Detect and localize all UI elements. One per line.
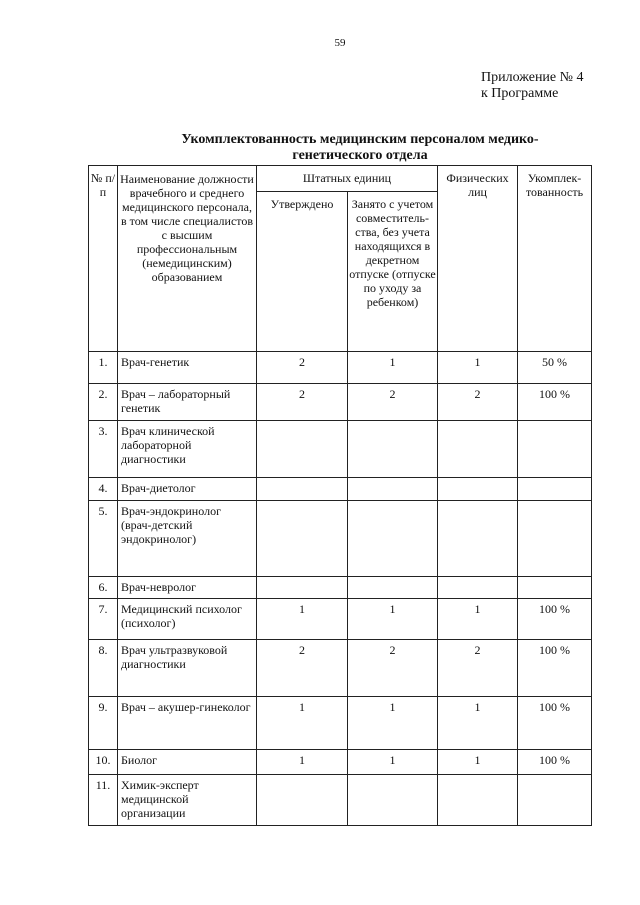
table-row — [89, 577, 592, 599]
appendix-heading — [481, 70, 584, 102]
table-row — [89, 775, 592, 826]
row-occupied: 1 — [348, 599, 438, 640]
row-approved — [257, 421, 348, 478]
row-completeness — [518, 421, 592, 478]
table-row — [89, 501, 592, 577]
row-physical-persons — [438, 478, 518, 501]
row-physical-persons — [438, 577, 518, 599]
header-approved: Утверждено — [257, 192, 348, 352]
row-occupied: 1 — [348, 750, 438, 775]
row-position-name: Врач-эндокринолог (врач-детский эндокринолог) — [118, 501, 257, 577]
row-position-name: Врач-диетолог — [118, 478, 257, 501]
row-approved: 2 — [257, 640, 348, 697]
table-row — [89, 421, 592, 478]
header-physical-persons: Физических лиц — [438, 166, 518, 352]
document-title-line-1: Укомплектованность медицинским персоналом медико- — [181, 132, 539, 147]
page-number: 59 — [334, 37, 346, 49]
row-position-name: Врач клинической лабораторной диагностики — [118, 421, 257, 478]
row-number: 10. — [89, 750, 118, 775]
row-occupied: 1 — [348, 352, 438, 384]
row-number: 9. — [89, 697, 118, 750]
row-physical-persons — [438, 421, 518, 478]
row-number: 3. — [89, 421, 118, 478]
row-occupied — [348, 775, 438, 826]
table-row — [89, 750, 592, 775]
row-position-name: Врач-невролог — [118, 577, 257, 599]
row-physical-persons — [438, 775, 518, 826]
row-position-name: Врач – акушер-гинеколог — [118, 697, 257, 750]
row-approved — [257, 501, 348, 577]
row-occupied — [348, 478, 438, 501]
header-completeness: Укомплек-тованность — [518, 166, 592, 352]
header-occupied: Занято с учетом совместитель-ства, без учета находящихся в декретном отпуске (отпуске по уходу за ребенком) — [348, 192, 438, 352]
table-row — [89, 352, 592, 384]
row-number: 6. — [89, 577, 118, 599]
document-title — [120, 132, 600, 164]
row-position-name: Врач-генетик — [118, 352, 257, 384]
staffing-table-header — [89, 166, 592, 352]
row-occupied: 1 — [348, 697, 438, 750]
row-position-name: Медицинский психолог (психолог) — [118, 599, 257, 640]
row-physical-persons: 1 — [438, 352, 518, 384]
row-physical-persons — [438, 501, 518, 577]
row-completeness: 100 % — [518, 640, 592, 697]
row-occupied — [348, 501, 438, 577]
table-row — [89, 640, 592, 697]
row-physical-persons: 1 — [438, 599, 518, 640]
document-title-line-2: генетического отдела — [292, 148, 428, 163]
row-completeness: 50 % — [518, 352, 592, 384]
row-number: 7. — [89, 599, 118, 640]
row-completeness — [518, 775, 592, 826]
row-number: 4. — [89, 478, 118, 501]
row-approved — [257, 577, 348, 599]
row-number: 5. — [89, 501, 118, 577]
table-row — [89, 478, 592, 501]
row-approved — [257, 775, 348, 826]
row-approved: 2 — [257, 352, 348, 384]
row-number: 1. — [89, 352, 118, 384]
row-occupied: 2 — [348, 384, 438, 421]
row-completeness: 100 % — [518, 750, 592, 775]
row-approved: 1 — [257, 750, 348, 775]
row-completeness — [518, 577, 592, 599]
row-approved — [257, 478, 348, 501]
row-completeness: 100 % — [518, 599, 592, 640]
header-staff-units: Штатных единиц — [257, 166, 438, 192]
row-number: 8. — [89, 640, 118, 697]
row-approved: 2 — [257, 384, 348, 421]
appendix-line-1: Приложение № 4 — [481, 70, 584, 85]
row-physical-persons: 2 — [438, 384, 518, 421]
table-row — [89, 599, 592, 640]
row-completeness: 100 % — [518, 697, 592, 750]
row-physical-persons: 1 — [438, 750, 518, 775]
row-position-name: Химик-эксперт медицинской организации — [118, 775, 257, 826]
table-row — [89, 697, 592, 750]
appendix-line-2: к Программе — [481, 86, 559, 101]
row-completeness — [518, 478, 592, 501]
row-approved: 1 — [257, 599, 348, 640]
staffing-table-body — [89, 352, 592, 826]
header-num: № п/п — [89, 166, 118, 352]
row-position-name: Врач ультразвуковой диагностики — [118, 640, 257, 697]
row-completeness: 100 % — [518, 384, 592, 421]
row-occupied — [348, 577, 438, 599]
row-occupied — [348, 421, 438, 478]
row-occupied: 2 — [348, 640, 438, 697]
row-number: 2. — [89, 384, 118, 421]
row-physical-persons: 1 — [438, 697, 518, 750]
table-row — [89, 384, 592, 421]
row-completeness — [518, 501, 592, 577]
row-position-name: Врач – лабораторный генетик — [118, 384, 257, 421]
row-approved: 1 — [257, 697, 348, 750]
header-position-name: Наименование должности врачебного и среднего медицинского персонала, в том числе специалистов с высшим профессиональным (немедицинским) образованием — [118, 166, 257, 352]
row-number: 11. — [89, 775, 118, 826]
row-physical-persons: 2 — [438, 640, 518, 697]
staffing-table — [88, 165, 592, 826]
row-position-name: Биолог — [118, 750, 257, 775]
